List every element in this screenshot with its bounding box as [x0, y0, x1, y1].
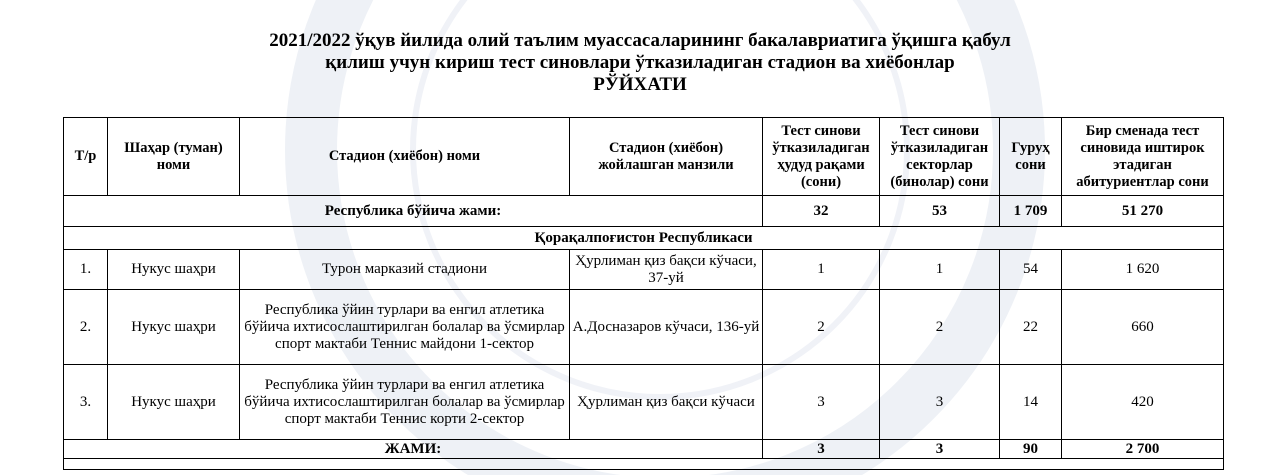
- next-region-row: [64, 459, 1224, 470]
- row-num: 3.: [64, 365, 108, 440]
- republic-total-groups: 1 709: [1000, 196, 1062, 227]
- title-line-1: 2021/2022 ўқув йилида олий таълим муассасаларининг бакалавриатига ўқишга қабул: [269, 30, 1011, 51]
- subtotal-zones: 3: [763, 440, 880, 459]
- row-zone: 2: [763, 290, 880, 365]
- header-applicants: Бир сменада тест синовида иштирок этадиган абитуриентлар сони: [1062, 118, 1224, 196]
- header-stadium: Стадион (хиёбон) номи: [240, 118, 570, 196]
- row-address: А.Досназаров кўчаси, 136-уй: [570, 290, 763, 365]
- row-address: Ҳурлиман қиз бақси кўчаси, 37-уй: [570, 250, 763, 290]
- header-num: Т/р: [64, 118, 108, 196]
- table-header-row: [64, 118, 1224, 196]
- title-line-3: РЎЙХАТИ: [593, 74, 687, 95]
- row-sectors: 2: [880, 290, 1000, 365]
- header-groups: Гуруҳ сони: [1000, 118, 1062, 196]
- table-row: [64, 365, 1224, 440]
- republic-total-row: [64, 196, 1224, 227]
- document-title: [0, 30, 1280, 96]
- subtotal-label: ЖАМИ:: [64, 440, 763, 459]
- row-address: Ҳурлиман қиз бақси кўчаси: [570, 365, 763, 440]
- row-city: Нукус шаҳри: [108, 250, 240, 290]
- region-label: Қорақалпоғистон Республикаси: [64, 227, 1224, 250]
- row-stadium: Республика ўйин турлари ва енгил атлетика бўйича ихтисослаштирилган болалар ва ўсмирлар спорт мактаби Теннис корти 2-сектор: [240, 365, 570, 440]
- header-city: Шаҳар (туман) номи: [108, 118, 240, 196]
- republic-total-label: Республика бўйича жами:: [64, 196, 763, 227]
- row-zone: 3: [763, 365, 880, 440]
- row-applicants: 660: [1062, 290, 1224, 365]
- region-row: [64, 227, 1224, 250]
- next-region-cell: [64, 459, 1224, 470]
- row-stadium: Турон марказий стадиони: [240, 250, 570, 290]
- row-sectors: 3: [880, 365, 1000, 440]
- subtotal-sectors: 3: [880, 440, 1000, 459]
- republic-total-zones: 32: [763, 196, 880, 227]
- row-applicants: 1 620: [1062, 250, 1224, 290]
- subtotal-applicants: 2 700: [1062, 440, 1224, 459]
- row-groups: 14: [1000, 365, 1062, 440]
- header-address: Стадион (хиёбон) жойлашган манзили: [570, 118, 763, 196]
- republic-total-sectors: 53: [880, 196, 1000, 227]
- row-stadium: Республика ўйин турлари ва енгил атлетика бўйича ихтисослаштирилган болалар ва ўсмирлар спорт мактаби Теннис майдони 1-сектор: [240, 290, 570, 365]
- title-line-2: қилиш учун кириш тест синовлари ўтказиладиган стадион ва хиёбонлар: [325, 52, 955, 73]
- row-groups: 54: [1000, 250, 1062, 290]
- stadiums-table: [63, 117, 1224, 470]
- row-num: 1.: [64, 250, 108, 290]
- header-zone: Тест синови ўтказиладиган ҳудуд рақами (сони): [763, 118, 880, 196]
- row-num: 2.: [64, 290, 108, 365]
- row-city: Нукус шаҳри: [108, 365, 240, 440]
- row-city: Нукус шаҳри: [108, 290, 240, 365]
- row-applicants: 420: [1062, 365, 1224, 440]
- header-sectors: Тест синови ўтказиладиган секторлар (бинолар) сони: [880, 118, 1000, 196]
- republic-total-applicants: 51 270: [1062, 196, 1224, 227]
- row-zone: 1: [763, 250, 880, 290]
- row-sectors: 1: [880, 250, 1000, 290]
- row-groups: 22: [1000, 290, 1062, 365]
- table-row: [64, 290, 1224, 365]
- subtotal-row: [64, 440, 1224, 459]
- table-row: [64, 250, 1224, 290]
- subtotal-groups: 90: [1000, 440, 1062, 459]
